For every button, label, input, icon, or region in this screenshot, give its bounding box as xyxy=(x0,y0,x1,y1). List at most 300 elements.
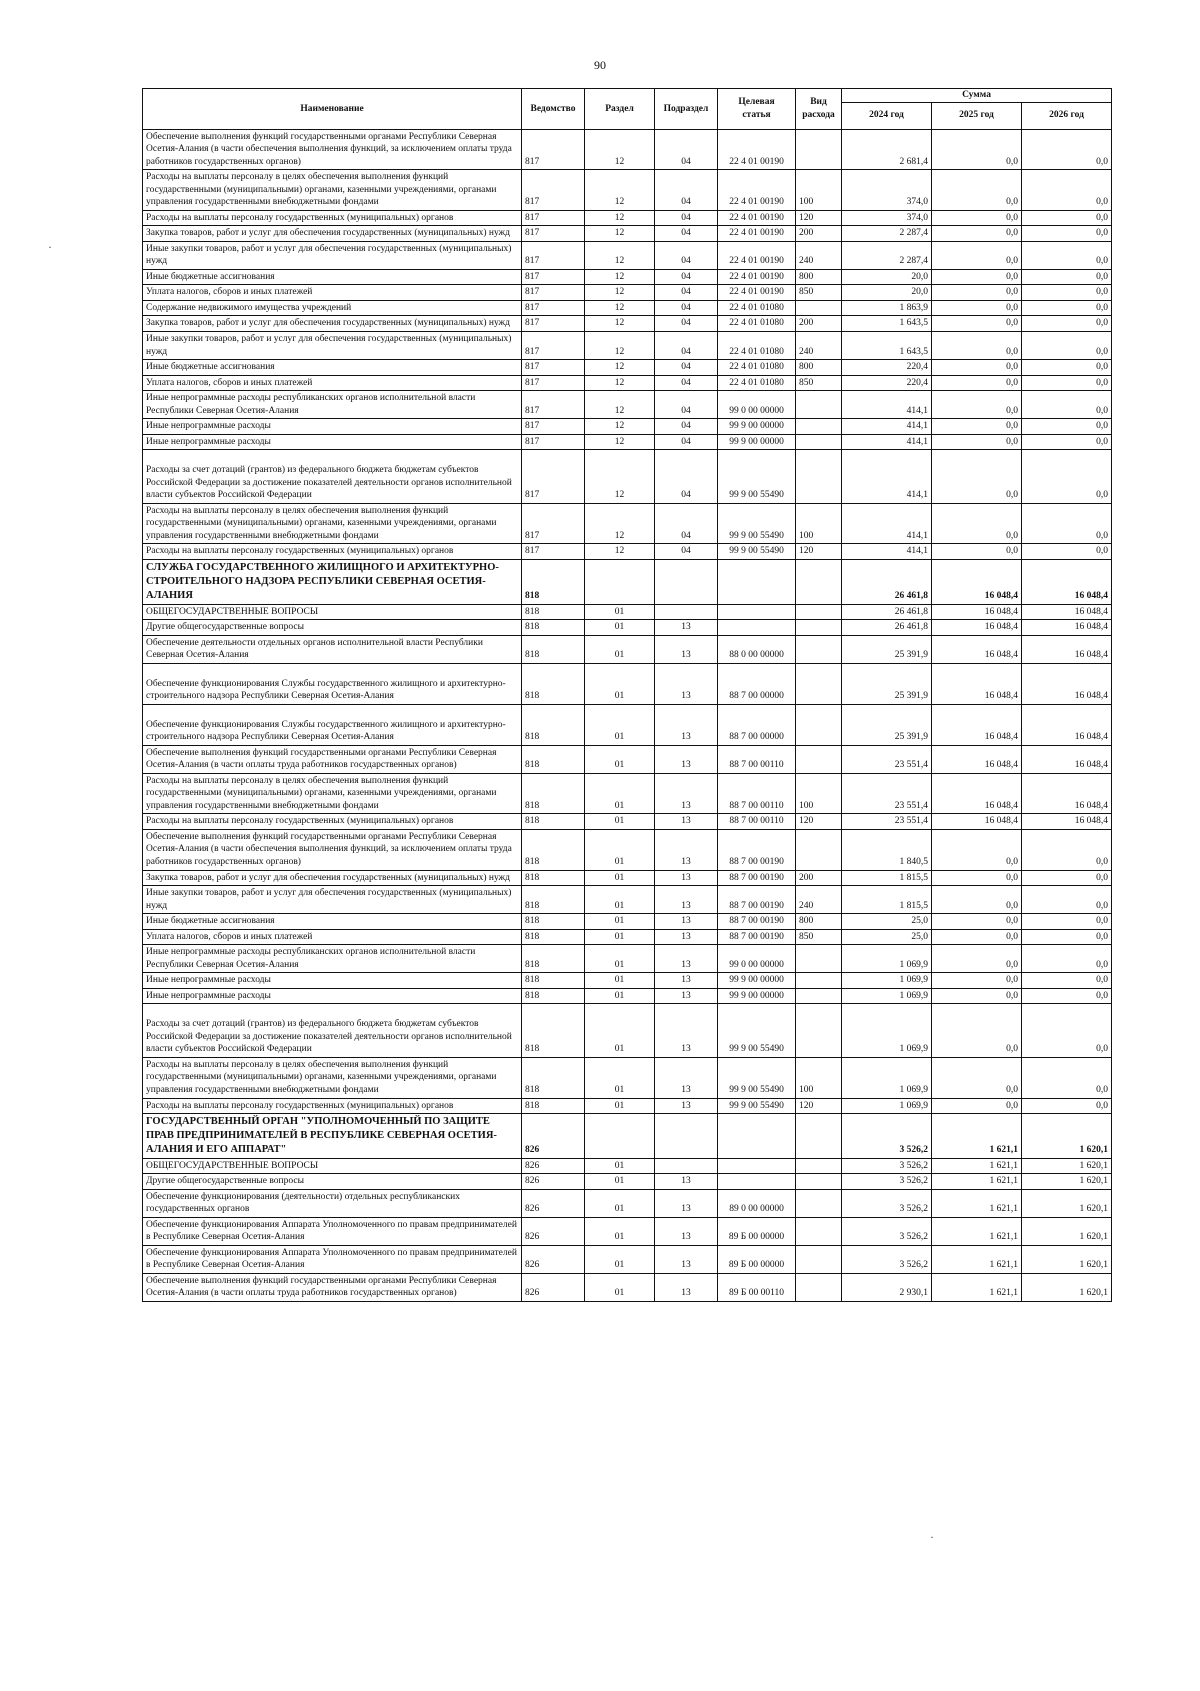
row-sum-2026: 0,0 xyxy=(1022,316,1112,332)
row-sum-2025: 16 048,4 xyxy=(932,559,1022,604)
table-row xyxy=(143,1174,1112,1190)
row-sum-2024: 26 461,8 xyxy=(842,604,932,620)
row-dept: 817 xyxy=(522,503,585,544)
table-row xyxy=(143,1217,1112,1245)
row-dept: 817 xyxy=(522,285,585,301)
row-dept: 818 xyxy=(522,620,585,636)
row-sum-2024: 20,0 xyxy=(842,285,932,301)
row-dept: 818 xyxy=(522,559,585,604)
row-subsection xyxy=(655,604,718,620)
table-row xyxy=(143,300,1112,316)
row-target: 22 4 01 01080 xyxy=(718,375,796,391)
row-name: Иные закупки товаров, работ и услуг для обеспечения государственных (муниципальных) нужд xyxy=(143,886,522,914)
row-sum-2025: 16 048,4 xyxy=(932,620,1022,636)
row-section: 12 xyxy=(585,544,655,560)
row-subsection: 04 xyxy=(655,241,718,269)
row-subsection: 04 xyxy=(655,391,718,419)
col-header-sum: Сумма xyxy=(842,89,1112,103)
row-name: Расходы на выплаты персоналу государственных (муниципальных) органов xyxy=(143,544,522,560)
row-dept: 818 xyxy=(522,663,585,704)
row-sum-2024: 25,0 xyxy=(842,929,932,945)
row-subsection: 13 xyxy=(655,929,718,945)
row-target: 99 9 00 00000 xyxy=(718,419,796,435)
row-target: 99 9 00 00000 xyxy=(718,988,796,1004)
row-name: Расходы на выплаты персоналу государственных (муниципальных) органов xyxy=(143,814,522,830)
row-type: 120 xyxy=(796,814,842,830)
table-row xyxy=(143,316,1112,332)
row-type xyxy=(796,450,842,504)
table-row xyxy=(143,704,1112,745)
row-dept: 817 xyxy=(522,300,585,316)
row-section: 01 xyxy=(585,814,655,830)
row-sum-2025: 1 621,1 xyxy=(932,1273,1022,1301)
row-name: Обеспечение функционирования Аппарата Уполномоченного по правам предпринимателей в Республике Северная Осетия-Алания xyxy=(143,1245,522,1273)
row-type: 100 xyxy=(796,1057,842,1098)
row-target: 22 4 01 00190 xyxy=(718,285,796,301)
row-sum-2025: 0,0 xyxy=(932,316,1022,332)
row-target: 22 4 01 00190 xyxy=(718,210,796,226)
row-subsection: 04 xyxy=(655,170,718,211)
table-row xyxy=(143,945,1112,973)
row-section: 01 xyxy=(585,973,655,989)
row-sum-2026: 1 620,1 xyxy=(1022,1189,1112,1217)
row-sum-2026: 1 620,1 xyxy=(1022,1158,1112,1174)
row-subsection: 04 xyxy=(655,434,718,450)
row-section: 12 xyxy=(585,503,655,544)
row-sum-2024: 1 069,9 xyxy=(842,1004,932,1058)
row-name: Иные непрограммные расходы республиканских органов исполнительной власти Республики Северная Осетия-Алания xyxy=(143,945,522,973)
row-name: Закупка товаров, работ и услуг для обеспечения государственных (муниципальных) нужд xyxy=(143,226,522,242)
row-dept: 818 xyxy=(522,1004,585,1058)
row-subsection: 04 xyxy=(655,331,718,359)
row-subsection xyxy=(655,559,718,604)
table-row xyxy=(143,973,1112,989)
row-sum-2024: 1 815,5 xyxy=(842,886,932,914)
row-dept: 826 xyxy=(522,1217,585,1245)
row-sum-2024: 1 069,9 xyxy=(842,1057,932,1098)
row-target: 89 Б 00 00000 xyxy=(718,1217,796,1245)
row-sum-2024: 25 391,9 xyxy=(842,635,932,663)
row-sum-2026: 1 620,1 xyxy=(1022,1245,1112,1273)
row-type: 200 xyxy=(796,870,842,886)
row-sum-2026: 0,0 xyxy=(1022,914,1112,930)
row-sum-2026: 0,0 xyxy=(1022,829,1112,870)
col-header-type-line2: расхода xyxy=(802,109,835,120)
row-subsection: 13 xyxy=(655,635,718,663)
row-target: 99 9 00 55490 xyxy=(718,1004,796,1058)
table-row xyxy=(143,914,1112,930)
row-sum-2025: 0,0 xyxy=(932,300,1022,316)
row-dept: 817 xyxy=(522,170,585,211)
row-subsection: 04 xyxy=(655,375,718,391)
col-header-type-line1: Вид xyxy=(810,97,827,108)
row-sum-2026: 0,0 xyxy=(1022,544,1112,560)
row-name: Уплата налогов, сборов и иных платежей xyxy=(143,285,522,301)
row-sum-2025: 0,0 xyxy=(932,929,1022,945)
table-row xyxy=(143,360,1112,376)
row-section: 01 xyxy=(585,1174,655,1190)
row-sum-2026: 1 620,1 xyxy=(1022,1273,1112,1301)
row-section: 01 xyxy=(585,988,655,1004)
table-row xyxy=(143,814,1112,830)
row-target: 22 4 01 01080 xyxy=(718,316,796,332)
row-section: 12 xyxy=(585,450,655,504)
row-sum-2024: 26 461,8 xyxy=(842,620,932,636)
row-section: 12 xyxy=(585,316,655,332)
row-sum-2025: 16 048,4 xyxy=(932,814,1022,830)
row-sum-2024: 3 526,2 xyxy=(842,1245,932,1273)
row-sum-2026: 0,0 xyxy=(1022,269,1112,285)
row-section: 01 xyxy=(585,745,655,773)
row-sum-2024: 414,1 xyxy=(842,391,932,419)
row-type xyxy=(796,745,842,773)
row-sum-2026: 0,0 xyxy=(1022,419,1112,435)
row-subsection: 04 xyxy=(655,316,718,332)
row-target: 99 9 00 00000 xyxy=(718,973,796,989)
row-name: Расходы на выплаты персоналу в целях обеспечения выполнения функций государственными (муниципальными) органами, казенными учреждениями, органами управления государственными внебюджетными фондами xyxy=(143,170,522,211)
table-header xyxy=(143,89,1112,130)
row-sum-2026: 1 620,1 xyxy=(1022,1217,1112,1245)
row-sum-2025: 0,0 xyxy=(932,870,1022,886)
row-section: 12 xyxy=(585,434,655,450)
row-sum-2025: 0,0 xyxy=(932,829,1022,870)
col-header-2024: 2024 год xyxy=(842,102,932,129)
row-type: 240 xyxy=(796,331,842,359)
row-target: 99 9 00 55490 xyxy=(718,450,796,504)
row-name: Иные непрограммные расходы xyxy=(143,419,522,435)
row-name: ГОСУДАРСТВЕННЫЙ ОРГАН "УПОЛНОМОЧЕННЫЙ ПО ЗАЩИТЕ ПРАВ ПРЕДПРИНИМАТЕЛЕЙ В РЕСПУБЛИКЕ СЕВЕРНАЯ ОСЕТИЯ-АЛАНИЯ И ЕГО АППАРАТ" xyxy=(143,1114,522,1159)
row-subsection: 13 xyxy=(655,1245,718,1273)
row-target: 88 7 00 00190 xyxy=(718,914,796,930)
row-sum-2026: 1 620,1 xyxy=(1022,1114,1112,1159)
col-header-section: Раздел xyxy=(585,89,655,130)
row-subsection: 13 xyxy=(655,886,718,914)
row-subsection: 13 xyxy=(655,1098,718,1114)
row-sum-2025: 1 621,1 xyxy=(932,1217,1022,1245)
row-name: Обеспечение функционирования (деятельности) отдельных республиканских государственных органов xyxy=(143,1189,522,1217)
row-section: 12 xyxy=(585,391,655,419)
row-sum-2024: 25,0 xyxy=(842,914,932,930)
row-dept: 818 xyxy=(522,945,585,973)
row-dept: 817 xyxy=(522,210,585,226)
row-subsection: 04 xyxy=(655,419,718,435)
row-sum-2026: 16 048,4 xyxy=(1022,635,1112,663)
row-name: Расходы на выплаты персоналу в целях обеспечения выполнения функций государственными (муниципальными) органами, казенными учреждениями, органами управления государственными внебюджетными фондами xyxy=(143,773,522,814)
row-section: 12 xyxy=(585,241,655,269)
row-dept: 817 xyxy=(522,360,585,376)
row-sum-2026: 0,0 xyxy=(1022,1098,1112,1114)
row-dept: 817 xyxy=(522,544,585,560)
row-section: 01 xyxy=(585,773,655,814)
row-sum-2024: 1 643,5 xyxy=(842,331,932,359)
table-row xyxy=(143,210,1112,226)
row-sum-2026: 1 620,1 xyxy=(1022,1174,1112,1190)
row-section xyxy=(585,559,655,604)
row-subsection: 13 xyxy=(655,945,718,973)
row-sum-2024: 1 069,9 xyxy=(842,945,932,973)
row-section: 01 xyxy=(585,663,655,704)
row-subsection: 13 xyxy=(655,814,718,830)
table-row xyxy=(143,1189,1112,1217)
row-target: 88 0 00 00000 xyxy=(718,635,796,663)
row-dept: 826 xyxy=(522,1114,585,1159)
row-sum-2024: 20,0 xyxy=(842,269,932,285)
table-row xyxy=(143,503,1112,544)
row-subsection: 13 xyxy=(655,663,718,704)
row-target: 89 Б 00 00110 xyxy=(718,1273,796,1301)
row-sum-2026: 0,0 xyxy=(1022,226,1112,242)
row-subsection: 04 xyxy=(655,226,718,242)
row-name: Иные бюджетные ассигнования xyxy=(143,914,522,930)
row-dept: 818 xyxy=(522,886,585,914)
row-sum-2024: 25 391,9 xyxy=(842,663,932,704)
row-sum-2025: 0,0 xyxy=(932,285,1022,301)
row-type: 800 xyxy=(796,914,842,930)
table-row xyxy=(143,1245,1112,1273)
row-target: 88 7 00 00190 xyxy=(718,929,796,945)
row-sum-2026: 16 048,4 xyxy=(1022,663,1112,704)
row-dept: 817 xyxy=(522,241,585,269)
row-sum-2026: 16 048,4 xyxy=(1022,745,1112,773)
row-type xyxy=(796,419,842,435)
row-subsection: 04 xyxy=(655,360,718,376)
row-sum-2025: 0,0 xyxy=(932,945,1022,973)
row-section: 01 xyxy=(585,1217,655,1245)
row-section: 01 xyxy=(585,1098,655,1114)
row-sum-2026: 0,0 xyxy=(1022,285,1112,301)
row-subsection: 13 xyxy=(655,829,718,870)
row-target: 99 9 00 55490 xyxy=(718,1098,796,1114)
table-row xyxy=(143,929,1112,945)
row-sum-2025: 1 621,1 xyxy=(932,1189,1022,1217)
table-body xyxy=(143,129,1112,1301)
row-subsection: 13 xyxy=(655,914,718,930)
row-subsection: 13 xyxy=(655,620,718,636)
row-target xyxy=(718,559,796,604)
row-sum-2025: 0,0 xyxy=(932,269,1022,285)
row-name: Иные непрограммные расходы xyxy=(143,973,522,989)
table-row xyxy=(143,870,1112,886)
row-name: Иные непрограммные расходы xyxy=(143,988,522,1004)
row-target xyxy=(718,604,796,620)
row-sum-2024: 3 526,2 xyxy=(842,1174,932,1190)
row-sum-2026: 0,0 xyxy=(1022,945,1112,973)
row-name: Иные бюджетные ассигнования xyxy=(143,360,522,376)
row-sum-2024: 25 391,9 xyxy=(842,704,932,745)
row-section: 12 xyxy=(585,269,655,285)
row-section: 01 xyxy=(585,704,655,745)
row-sum-2025: 0,0 xyxy=(932,503,1022,544)
row-dept: 817 xyxy=(522,375,585,391)
row-subsection: 13 xyxy=(655,745,718,773)
row-type xyxy=(796,1158,842,1174)
row-section: 12 xyxy=(585,129,655,170)
table-row xyxy=(143,129,1112,170)
row-dept: 818 xyxy=(522,973,585,989)
row-target: 99 9 00 55490 xyxy=(718,503,796,544)
row-dept: 826 xyxy=(522,1273,585,1301)
row-sum-2026: 0,0 xyxy=(1022,434,1112,450)
row-name: Закупка товаров, работ и услуг для обеспечения государственных (муниципальных) нужд xyxy=(143,316,522,332)
row-sum-2026: 0,0 xyxy=(1022,210,1112,226)
row-sum-2025: 0,0 xyxy=(932,170,1022,211)
row-sum-2025: 0,0 xyxy=(932,331,1022,359)
table-row xyxy=(143,1158,1112,1174)
row-name: Уплата налогов, сборов и иных платежей xyxy=(143,929,522,945)
row-type xyxy=(796,829,842,870)
row-subsection xyxy=(655,1114,718,1159)
row-type: 120 xyxy=(796,544,842,560)
row-sum-2024: 374,0 xyxy=(842,170,932,211)
row-target: 22 4 01 01080 xyxy=(718,360,796,376)
table-row xyxy=(143,544,1112,560)
row-type xyxy=(796,391,842,419)
table-row xyxy=(143,988,1112,1004)
row-type xyxy=(796,1217,842,1245)
table-row xyxy=(143,1273,1112,1301)
row-type: 100 xyxy=(796,503,842,544)
row-sum-2026: 16 048,4 xyxy=(1022,604,1112,620)
row-section: 01 xyxy=(585,1189,655,1217)
row-type: 850 xyxy=(796,285,842,301)
row-sum-2025: 16 048,4 xyxy=(932,745,1022,773)
row-subsection: 13 xyxy=(655,773,718,814)
row-type: 100 xyxy=(796,773,842,814)
row-sum-2026: 0,0 xyxy=(1022,929,1112,945)
row-sum-2026: 16 048,4 xyxy=(1022,620,1112,636)
row-sum-2025: 0,0 xyxy=(932,419,1022,435)
row-target xyxy=(718,620,796,636)
row-sum-2024: 1 815,5 xyxy=(842,870,932,886)
col-header-name: Наименование xyxy=(143,89,522,130)
row-type xyxy=(796,620,842,636)
row-sum-2024: 414,1 xyxy=(842,544,932,560)
row-target xyxy=(718,1174,796,1190)
table-row xyxy=(143,663,1112,704)
row-target: 88 7 00 00000 xyxy=(718,704,796,745)
table-row xyxy=(143,745,1112,773)
row-sum-2024: 414,1 xyxy=(842,503,932,544)
table-row xyxy=(143,559,1112,604)
row-subsection: 04 xyxy=(655,503,718,544)
row-target: 22 4 01 00190 xyxy=(718,241,796,269)
row-type xyxy=(796,988,842,1004)
row-target: 22 4 01 00190 xyxy=(718,170,796,211)
row-sum-2025: 0,0 xyxy=(932,1098,1022,1114)
row-type xyxy=(796,1245,842,1273)
col-header-target-line1: Целевая xyxy=(738,97,775,108)
row-subsection: 13 xyxy=(655,973,718,989)
row-type xyxy=(796,635,842,663)
row-section: 01 xyxy=(585,1245,655,1273)
row-sum-2025: 0,0 xyxy=(932,375,1022,391)
row-sum-2025: 0,0 xyxy=(932,914,1022,930)
row-target: 89 0 00 00000 xyxy=(718,1189,796,1217)
row-sum-2024: 23 551,4 xyxy=(842,814,932,830)
row-section xyxy=(585,1114,655,1159)
row-dept: 818 xyxy=(522,604,585,620)
row-subsection xyxy=(655,1158,718,1174)
row-name: Обеспечение функционирования Аппарата Уполномоченного по правам предпринимателей в Республике Северная Осетия-Алания xyxy=(143,1217,522,1245)
table-row xyxy=(143,434,1112,450)
row-subsection: 04 xyxy=(655,129,718,170)
row-sum-2026: 0,0 xyxy=(1022,503,1112,544)
table-row xyxy=(143,1004,1112,1058)
row-sum-2025: 1 621,1 xyxy=(932,1114,1022,1159)
row-section: 01 xyxy=(585,604,655,620)
row-sum-2025: 0,0 xyxy=(932,226,1022,242)
row-sum-2025: 0,0 xyxy=(932,450,1022,504)
table-row xyxy=(143,1098,1112,1114)
row-name: Иные непрограммные расходы республиканских органов исполнительной власти Республики Северная Осетия-Алания xyxy=(143,391,522,419)
row-name: Расходы на выплаты персоналу в целях обеспечения выполнения функций государственными (муниципальными) органами, казенными учреждениями, органами управления государственными внебюджетными фондами xyxy=(143,503,522,544)
row-sum-2024: 1 840,5 xyxy=(842,829,932,870)
row-dept: 818 xyxy=(522,929,585,945)
row-sum-2025: 16 048,4 xyxy=(932,635,1022,663)
row-sum-2026: 0,0 xyxy=(1022,1057,1112,1098)
table-row xyxy=(143,375,1112,391)
row-target: 99 9 00 00000 xyxy=(718,434,796,450)
budget-table xyxy=(142,88,1112,1302)
row-section: 01 xyxy=(585,1004,655,1058)
row-dept: 817 xyxy=(522,316,585,332)
row-name: Иные закупки товаров, работ и услуг для обеспечения государственных (муниципальных) нужд xyxy=(143,331,522,359)
row-sum-2024: 23 551,4 xyxy=(842,745,932,773)
col-header-type xyxy=(796,89,842,130)
row-sum-2024: 2 287,4 xyxy=(842,226,932,242)
row-type: 120 xyxy=(796,210,842,226)
row-target: 99 0 00 00000 xyxy=(718,391,796,419)
row-name: СЛУЖБА ГОСУДАРСТВЕННОГО ЖИЛИЩНОГО И АРХИТЕКТУРНО-СТРОИТЕЛЬНОГО НАДЗОРА РЕСПУБЛИКИ СЕВЕРНАЯ ОСЕТИЯ-АЛАНИЯ xyxy=(143,559,522,604)
row-sum-2026: 0,0 xyxy=(1022,1004,1112,1058)
row-sum-2024: 1 069,9 xyxy=(842,973,932,989)
row-target: 88 7 00 00110 xyxy=(718,814,796,830)
table-row xyxy=(143,331,1112,359)
row-type xyxy=(796,945,842,973)
row-sum-2024: 374,0 xyxy=(842,210,932,226)
row-sum-2024: 2 930,1 xyxy=(842,1273,932,1301)
table-row xyxy=(143,419,1112,435)
row-section: 01 xyxy=(585,886,655,914)
row-subsection: 13 xyxy=(655,704,718,745)
row-name: Уплата налогов, сборов и иных платежей xyxy=(143,375,522,391)
row-section: 12 xyxy=(585,170,655,211)
row-name: Обеспечение выполнения функций государственными органами Республики Северная Осетия-Алания (в части обеспечения выполнения функций, за исключением оплаты труда работников государственных органов) xyxy=(143,829,522,870)
row-name: Другие общегосударственные вопросы xyxy=(143,620,522,636)
row-dept: 818 xyxy=(522,814,585,830)
table-row xyxy=(143,450,1112,504)
row-sum-2024: 3 526,2 xyxy=(842,1158,932,1174)
row-sum-2025: 0,0 xyxy=(932,544,1022,560)
row-name: Обеспечение деятельности отдельных органов исполнительной власти Республики Северная Осетия-Алания xyxy=(143,635,522,663)
row-type xyxy=(796,704,842,745)
row-sum-2026: 0,0 xyxy=(1022,886,1112,914)
row-section: 01 xyxy=(585,635,655,663)
row-type: 850 xyxy=(796,929,842,945)
table-row xyxy=(143,269,1112,285)
col-header-target-line2: статья xyxy=(742,109,771,120)
row-section: 01 xyxy=(585,945,655,973)
row-subsection: 04 xyxy=(655,300,718,316)
row-name: ОБЩЕГОСУДАРСТВЕННЫЕ ВОПРОСЫ xyxy=(143,1158,522,1174)
row-target: 88 7 00 00000 xyxy=(718,663,796,704)
row-sum-2024: 26 461,8 xyxy=(842,559,932,604)
row-sum-2025: 0,0 xyxy=(932,1004,1022,1058)
row-name: Иные закупки товаров, работ и услуг для обеспечения государственных (муниципальных) нужд xyxy=(143,241,522,269)
row-target: 22 4 01 00190 xyxy=(718,269,796,285)
scan-speck: · xyxy=(930,1530,934,1544)
row-sum-2026: 0,0 xyxy=(1022,973,1112,989)
